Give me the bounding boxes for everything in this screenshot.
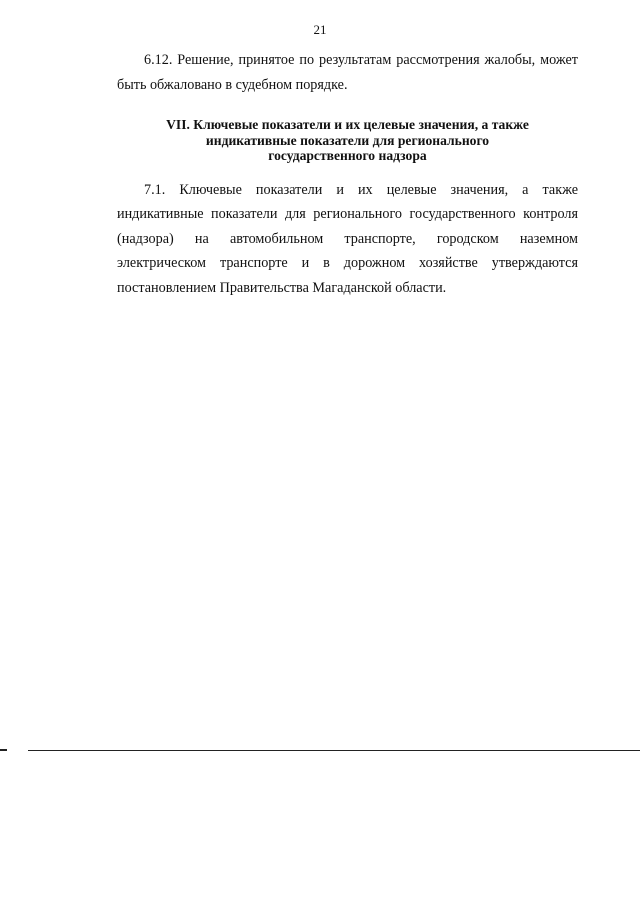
page-number: 21 xyxy=(313,22,327,37)
section-heading-line-2: индикативные показатели для регионального xyxy=(205,132,490,148)
section-heading xyxy=(117,117,578,164)
separator-line xyxy=(28,750,640,751)
paragraph-7-1: 7.1. Ключевые показатели и их целевые значения, а также индикативные показатели для регионального государственного контроля (надзора) на автомобильном транспорте, городском наземном электрическом транспорте и в дорожном хозяйстве утверждаются постановлением Правительства Магаданской области. xyxy=(117,181,578,296)
paragraph-6-12: 6.12. Решение, принятое по результатам рассмотрения жалобы, может быть обжаловано в судебном порядке. xyxy=(117,52,578,93)
separator-mark xyxy=(0,749,7,751)
section-heading-line-3: государственного надзора xyxy=(268,148,427,163)
document-body xyxy=(117,48,578,300)
section-heading-line-1: VII. Ключевые показатели и их целевые значения, а также xyxy=(166,117,529,132)
